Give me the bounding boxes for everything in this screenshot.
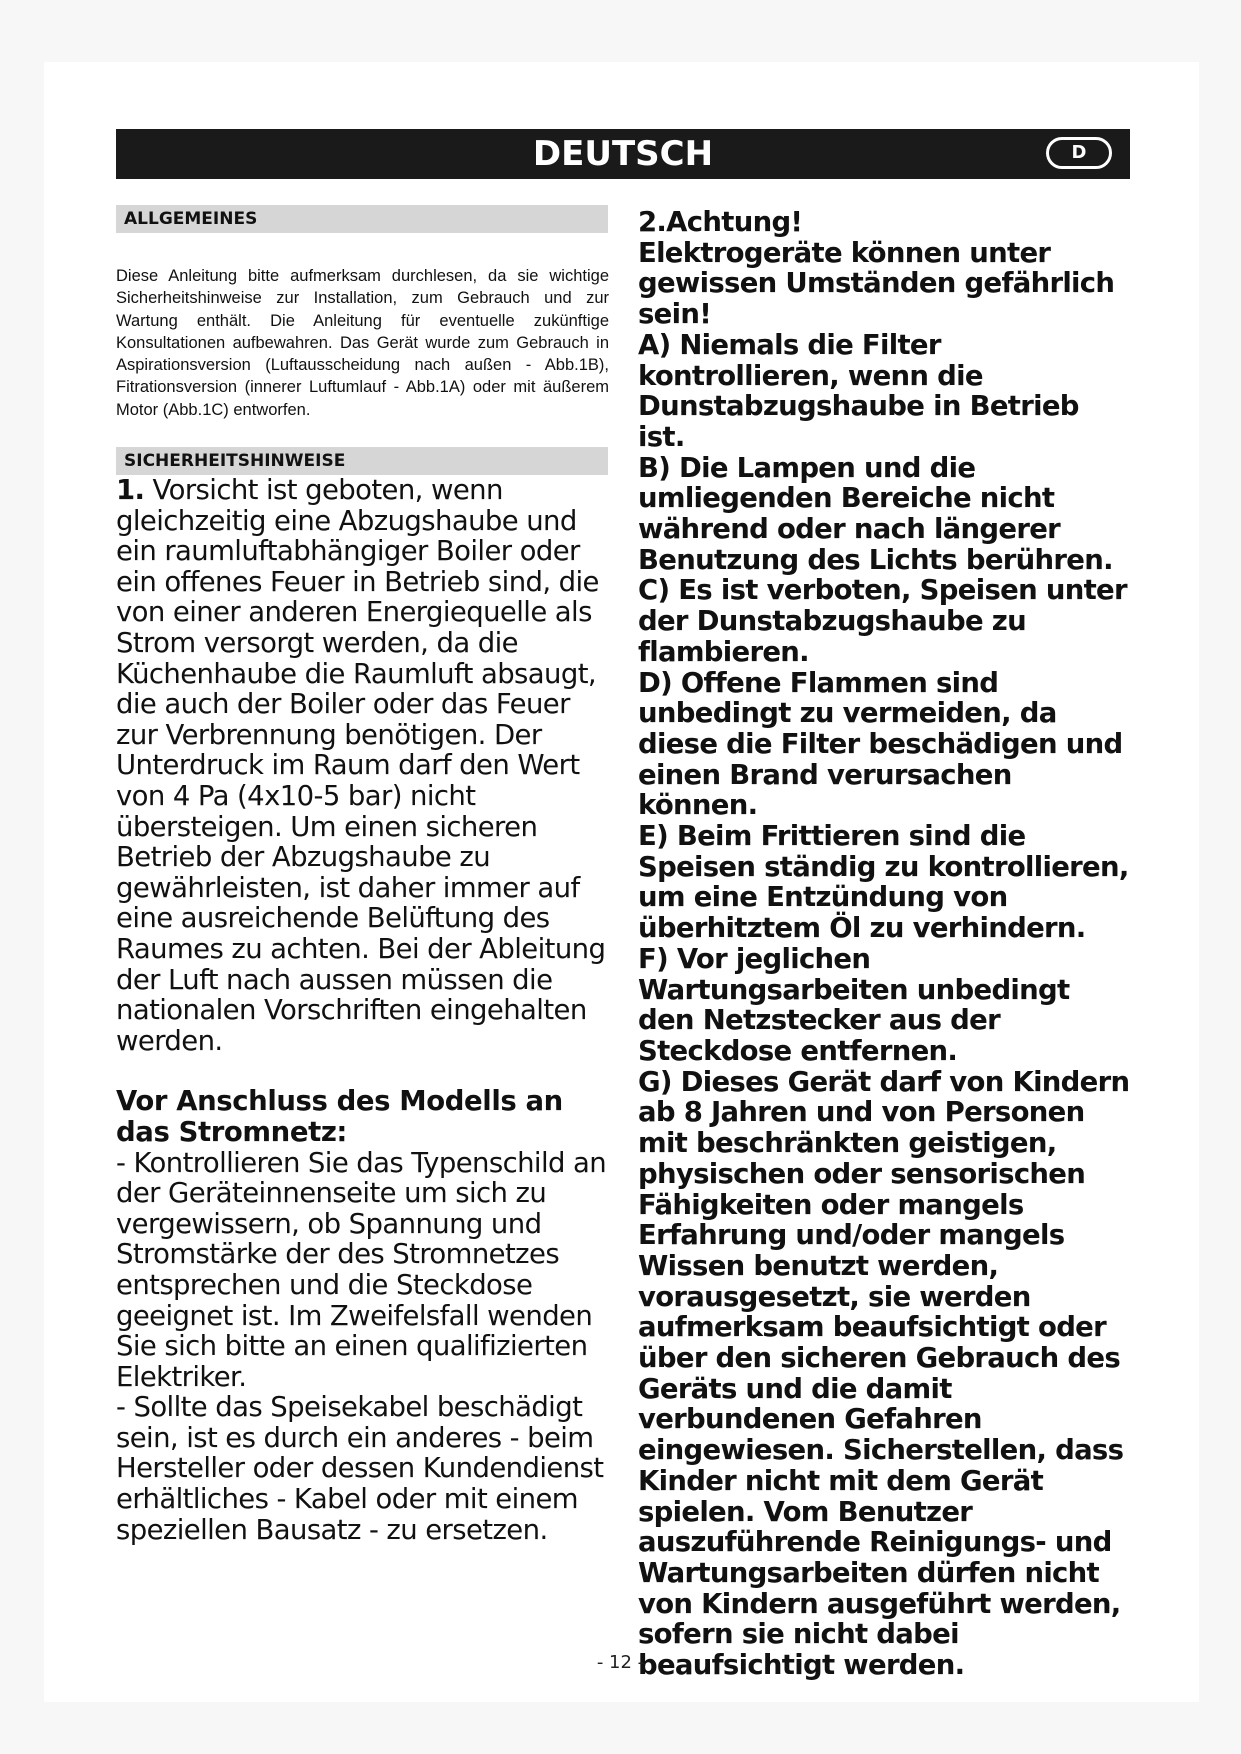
safety-item-1 <box>116 475 609 1056</box>
connection-heading: Vor Anschluss des Modells an das Stromnetz: <box>116 1085 563 1148</box>
language-banner <box>116 129 1130 179</box>
warning-item-f: F) Vor jeglichen Wartungsarbeiten unbedingt den Netzstecker aus der Steckdose entfernen. <box>638 942 1070 1067</box>
banner-title: DEUTSCH <box>532 134 714 174</box>
warning-heading: 2.Achtung! <box>638 206 803 238</box>
warning-item-e: E) Beim Frittieren sind die Speisen ständig zu kontrollieren, um eine Entzündung von überhitztem Öl zu verhindern. <box>638 820 1129 945</box>
warning-item-g: G) Dieses Gerät darf von Kindern ab 8 Jahren und von Personen mit beschränkten geistigen, physischen oder sensorischen Fähigkeiten oder mangels Erfahrung und/oder mangels Wissen benutzt werden, vorausgesetzt, sie werden aufmerksam beaufsichtigt oder über den sicheren Gebrauch des Geräts und die damit verbundenen Gefahren eingewiesen. Sicherstellen, dass Kinder nicht mit dem Gerät spielen. Vom Benutzer auszuführende Reinigungs- und Wartungsarbeiten dürfen nicht von Kindern ausgeführt werden, sofern sie nicht dabei beaufsichtigt werden. <box>638 1065 1130 1682</box>
connection-paragraph-1: - Kontrollieren Sie das Typenschild an der Geräteinnenseite um sich zu vergewissern, ob Spannung und Stromstärke der des Stromnetzes entsprechen und die Steckdose geeignet ist. Im Zweifelsfall wenden Sie sich bitte an einen qualifizierten Elektriker. <box>116 1146 607 1393</box>
right-column <box>638 207 1134 1681</box>
page-number: - 12 - <box>596 1652 645 1673</box>
safety-item-1-text: Vorsicht ist geboten, wenn gleichzeitig eine Abzugshaube und ein raumluftabhängiger Boiler oder ein offenes Feuer in Betrieb sind, die von einer anderen Energiequelle als Strom versorgt werden, da die Küchenhaube die Raumluft absaugt, die auch der Boiler oder das Feuer zur Verbrennung benötigen. Der Unterdruck im Raum darf den Wert von 4 Pa (4x10-5 bar) nicht übersteigen. Um einen sicheren Betrieb der Abzugshaube zu gewährleisten, ist daher immer auf eine ausreichende Belüftung des Raumes zu achten. Bei der Ableitung der Luft nach aussen müssen die nationalen Vorschriften eingehalten werden. <box>116 474 606 1057</box>
warning-item-d: D) Offene Flammen sind unbedingt zu vermeiden, da diese die Filter beschädigen und einen Brand verursachen können. <box>638 666 1123 822</box>
general-text: Diese Anleitung bitte aufmerksam durchlesen, da sie wichtige Sicherheitshinweise zur Installation, zum Gebrauch und zur Wartung enthält. Die Anleitung für eventuelle zukünftige Konsultationen aufbewahren. Das Gerät wurde zum Gebrauch in Aspirationsversion (Luftausscheidung nach außen - Abb.1B), Fitrationsversion (innerer Luftumlauf - Abb.1A) oder mit äußerem Motor (Abb.1C) entworfen. <box>116 267 609 419</box>
safety-item-1-number: 1. <box>116 474 145 507</box>
warning-item-a: A) Niemals die Filter kontrollieren, wenn die Dunstabzugshaube in Betrieb ist. <box>638 328 1079 453</box>
general-heading: ALLGEMEINES <box>116 205 608 233</box>
left-column <box>116 205 609 1545</box>
warning-item-b: B) Die Lampen und die umliegenden Bereiche nicht während oder nach längerer Benutzung des Lichts berühren. <box>638 451 1113 576</box>
warning-intro: Elektrogeräte können unter gewissen Umständen gefährlich sein! <box>638 236 1115 331</box>
language-badge: D <box>1046 137 1112 169</box>
safety-heading: SICHERHEITSHINWEISE <box>116 447 608 475</box>
warning-item-c: C) Es ist verboten, Speisen unter der Dunstabzugshaube zu flambieren. <box>638 574 1127 668</box>
connection-paragraph-2: - Sollte das Speisekabel beschädigt sein, ist es durch ein anderes - beim Hersteller oder dessen Kundendienst erhältliches - Kabel oder mit einem speziellen Bausatz - zu ersetzen. <box>116 1391 604 1546</box>
